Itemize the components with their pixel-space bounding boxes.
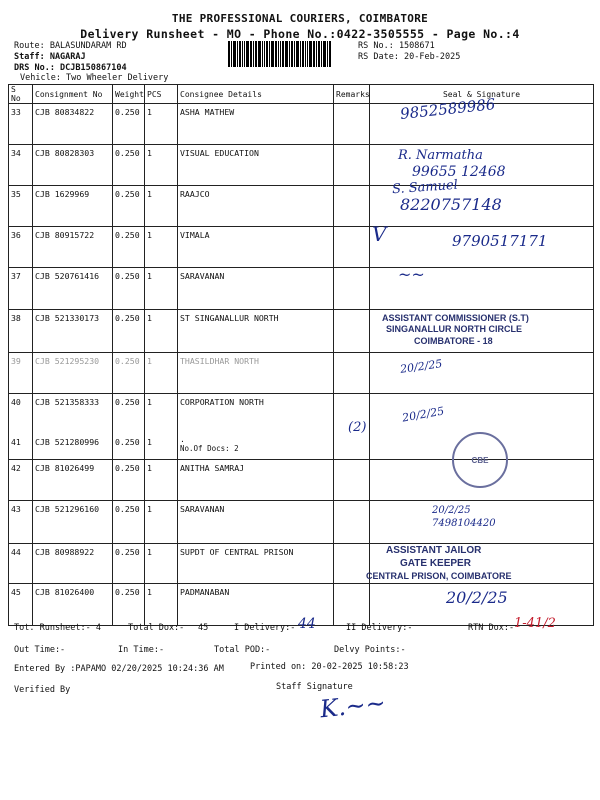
entered-by: Entered By :PAPAMO 02/20/2025 10:24:36 AM bbox=[14, 664, 224, 674]
rs-date: RS Date: 20-Feb-2025 bbox=[358, 52, 461, 62]
handwritten-date: 20/2/25 bbox=[432, 505, 471, 516]
remarks-cell bbox=[334, 104, 370, 145]
col-header: S No bbox=[9, 85, 33, 104]
consignee-cell: ST SINGANALLUR NORTH bbox=[178, 310, 334, 353]
weight-cell: 0.250 bbox=[113, 104, 145, 145]
pcs-cell: 1 bbox=[145, 434, 178, 460]
staff-label: Staff: NAGARAJ bbox=[14, 52, 86, 62]
col-header: Seal & Signature bbox=[370, 85, 594, 104]
consignment-cell: CJB 521330173 bbox=[33, 310, 113, 353]
pcs-cell: 1 bbox=[145, 268, 178, 310]
total-dox-label: Total Dox:- bbox=[128, 623, 185, 633]
consignment-cell: CJB 81026400 bbox=[33, 584, 113, 626]
consignment-cell: CJB 520761416 bbox=[33, 268, 113, 310]
col-header: Weight bbox=[113, 85, 145, 104]
weight-cell: 0.250 bbox=[113, 394, 145, 434]
handwritten-name: R. Narmatha bbox=[398, 148, 483, 163]
seal-stamp: COIMBATORE - 18 bbox=[414, 336, 493, 346]
pcs-cell: 1 bbox=[145, 227, 178, 268]
docs-note: No.Of Docs: 2 bbox=[180, 443, 239, 453]
sno-cell: 40 bbox=[9, 394, 33, 434]
seal-stamp: GATE KEEPER bbox=[400, 558, 471, 569]
handwritten-name: S. Samuel bbox=[391, 177, 459, 198]
consignee-cell: ASHA MATHEW bbox=[178, 104, 334, 145]
weight-cell: 0.250 bbox=[113, 227, 145, 268]
weight-cell: 0.250 bbox=[113, 544, 145, 584]
consignee-cell: SARAVANAN bbox=[178, 268, 334, 310]
sno-cell: 34 bbox=[9, 145, 33, 186]
consignment-cell: CJB 81026499 bbox=[33, 460, 113, 501]
col-header: Consignment No bbox=[33, 85, 113, 104]
weight-cell: 0.250 bbox=[113, 460, 145, 501]
handwritten-date: 20/2/25 bbox=[399, 357, 444, 376]
consignment-cell: CJB 521280996 bbox=[33, 434, 113, 460]
weight-cell: 0.250 bbox=[113, 353, 145, 394]
sno-cell: 45 bbox=[9, 584, 33, 626]
seal-stamp: ASSISTANT JAILOR bbox=[386, 545, 482, 556]
handwritten-phone: 8220757148 bbox=[400, 195, 502, 214]
seal-stamp: SINGANALLUR NORTH CIRCLE bbox=[386, 324, 522, 334]
remarks-cell bbox=[334, 584, 370, 626]
consignment-cell: CJB 1629969 bbox=[33, 186, 113, 227]
ii-delivery-label: II Delivery:- bbox=[346, 623, 413, 633]
rtn-dox-label: RTN Dox:- bbox=[468, 623, 515, 633]
weight-cell: 0.250 bbox=[113, 584, 145, 626]
weight-cell: 0.250 bbox=[113, 145, 145, 186]
pcs-cell: 1 bbox=[145, 544, 178, 584]
total-runsheet: Tot. Runsheet:- 4 bbox=[14, 623, 101, 633]
sno-cell: 44 bbox=[9, 544, 33, 584]
drs-number: DRS No.: DCJB150867104 bbox=[14, 63, 127, 73]
remarks-cell bbox=[334, 227, 370, 268]
handwritten-phone: 99655 12468 bbox=[412, 164, 506, 180]
sno-cell: 39 bbox=[9, 353, 33, 394]
pcs-cell: 1 bbox=[145, 310, 178, 353]
round-seal-icon bbox=[452, 432, 508, 488]
pcs-cell: 1 bbox=[145, 584, 178, 626]
remarks-cell bbox=[334, 434, 370, 460]
consignment-cell: CJB 521296160 bbox=[33, 501, 113, 544]
table-row bbox=[9, 353, 594, 394]
consignment-cell: CJB 521358333 bbox=[33, 394, 113, 434]
pcs-cell: 1 bbox=[145, 186, 178, 227]
consignee-name: . bbox=[180, 433, 185, 444]
remarks-cell bbox=[334, 186, 370, 227]
weight-cell: 0.250 bbox=[113, 501, 145, 544]
consignment-cell: CJB 80828303 bbox=[33, 145, 113, 186]
barcode bbox=[228, 41, 340, 67]
consignee-cell: SARAVANAN bbox=[178, 501, 334, 544]
seal-stamp: CENTRAL PRISON, COIMBATORE bbox=[366, 571, 512, 581]
consignment-cell: CJB 521295230 bbox=[33, 353, 113, 394]
out-time-label: Out Time:- bbox=[14, 645, 66, 655]
route-label: Route: BALASUNDARAM RD bbox=[14, 41, 127, 51]
remarks-cell bbox=[334, 460, 370, 501]
sno-cell: 42 bbox=[9, 460, 33, 501]
rs-number: RS No.: 1508671 bbox=[358, 41, 435, 51]
remarks-cell bbox=[334, 544, 370, 584]
delvy-points-label: Delvy Points:- bbox=[334, 645, 406, 655]
company-title: THE PROFESSIONAL COURIERS, COIMBATORE bbox=[171, 12, 429, 25]
pcs-cell: 1 bbox=[145, 353, 178, 394]
table-row bbox=[9, 394, 594, 434]
total-pod-label: Total POD:- bbox=[214, 645, 271, 655]
in-time-label: In Time:- bbox=[118, 645, 165, 655]
consignee-cell: VISUAL EDUCATION bbox=[178, 145, 334, 186]
remarks-cell bbox=[334, 353, 370, 394]
handwritten-phone: 9790517171 bbox=[452, 232, 548, 250]
i-delivery-value: 44 bbox=[298, 616, 316, 632]
sno-cell: 36 bbox=[9, 227, 33, 268]
i-delivery-label: I Delivery:- bbox=[234, 623, 296, 633]
pcs-cell: 1 bbox=[145, 460, 178, 501]
weight-cell: 0.250 bbox=[113, 434, 145, 460]
sno-cell: 33 bbox=[9, 104, 33, 145]
handwritten-phone: 9852589986 bbox=[399, 95, 497, 123]
table-header-row bbox=[9, 85, 594, 104]
handwritten-phone: 7498104420 bbox=[432, 518, 496, 529]
sno-cell: 41 bbox=[9, 434, 33, 460]
weight-cell: 0.250 bbox=[113, 186, 145, 227]
sno-cell: 37 bbox=[9, 268, 33, 310]
remarks-cell bbox=[334, 145, 370, 186]
table-row bbox=[9, 501, 594, 544]
remarks-cell bbox=[334, 501, 370, 544]
signature-mark: V bbox=[372, 222, 387, 246]
consignee-cell bbox=[178, 434, 334, 460]
seal-stamp: ASSISTANT COMMISSIONER (S.T) bbox=[382, 313, 529, 323]
consignment-table bbox=[8, 84, 594, 626]
sno-cell: 35 bbox=[9, 186, 33, 227]
table-row bbox=[9, 268, 594, 310]
consignee-cell: THASILDHAR NORTH bbox=[178, 353, 334, 394]
printed-on: Printed on: 20-02-2025 10:58:23 bbox=[250, 662, 409, 672]
col-header: PCS bbox=[145, 85, 178, 104]
table-row bbox=[9, 104, 594, 145]
staff-signature-label: Staff Signature bbox=[276, 682, 353, 692]
verified-by-label: Verified By bbox=[14, 685, 71, 695]
pcs-cell: 1 bbox=[145, 145, 178, 186]
runsheet-title: Delivery Runsheet - MO - Phone No.:0422-3505555 - Page No.:4 bbox=[80, 27, 520, 41]
consignee-cell: RAAJCO bbox=[178, 186, 334, 227]
consignment-cell: CJB 80988922 bbox=[33, 544, 113, 584]
pcs-cell: 1 bbox=[145, 104, 178, 145]
consignee-cell: ANITHA SAMRAJ bbox=[178, 460, 334, 501]
remarks-cell bbox=[334, 268, 370, 310]
table-row bbox=[9, 186, 594, 227]
weight-cell: 0.250 bbox=[113, 310, 145, 353]
staff-signature-mark: K.~~ bbox=[318, 688, 388, 724]
round-seal-label: CBE bbox=[471, 455, 489, 465]
remarks-cell bbox=[334, 310, 370, 353]
remark-mark: (2) bbox=[348, 420, 367, 435]
consignment-cell: CJB 80834822 bbox=[33, 104, 113, 145]
total-dox-value: 45 bbox=[198, 623, 209, 633]
col-header: Consignee Details bbox=[178, 85, 334, 104]
sno-cell: 43 bbox=[9, 501, 33, 544]
pcs-cell: 1 bbox=[145, 394, 178, 434]
sno-cell: 38 bbox=[9, 310, 33, 353]
col-header: Remarks bbox=[334, 85, 370, 104]
vehicle-label: Vehicle: Two Wheeler Delivery bbox=[20, 73, 169, 83]
consignee-cell: PADMANABAN bbox=[178, 584, 334, 626]
consignee-cell: SUPDT OF CENTRAL PRISON bbox=[178, 544, 334, 584]
consignee-cell: VIMALA bbox=[178, 227, 334, 268]
signature-mark: ~~ bbox=[398, 265, 425, 284]
pcs-cell: 1 bbox=[145, 501, 178, 544]
handwritten-date: 20/2/25 bbox=[446, 588, 508, 607]
consignment-cell: CJB 80915722 bbox=[33, 227, 113, 268]
weight-cell: 0.250 bbox=[113, 268, 145, 310]
consignee-cell: CORPORATION NORTH bbox=[178, 394, 334, 434]
rtn-dox-value: 1-41/2 bbox=[514, 616, 556, 631]
handwritten-date: 20/2/25 bbox=[401, 404, 446, 425]
